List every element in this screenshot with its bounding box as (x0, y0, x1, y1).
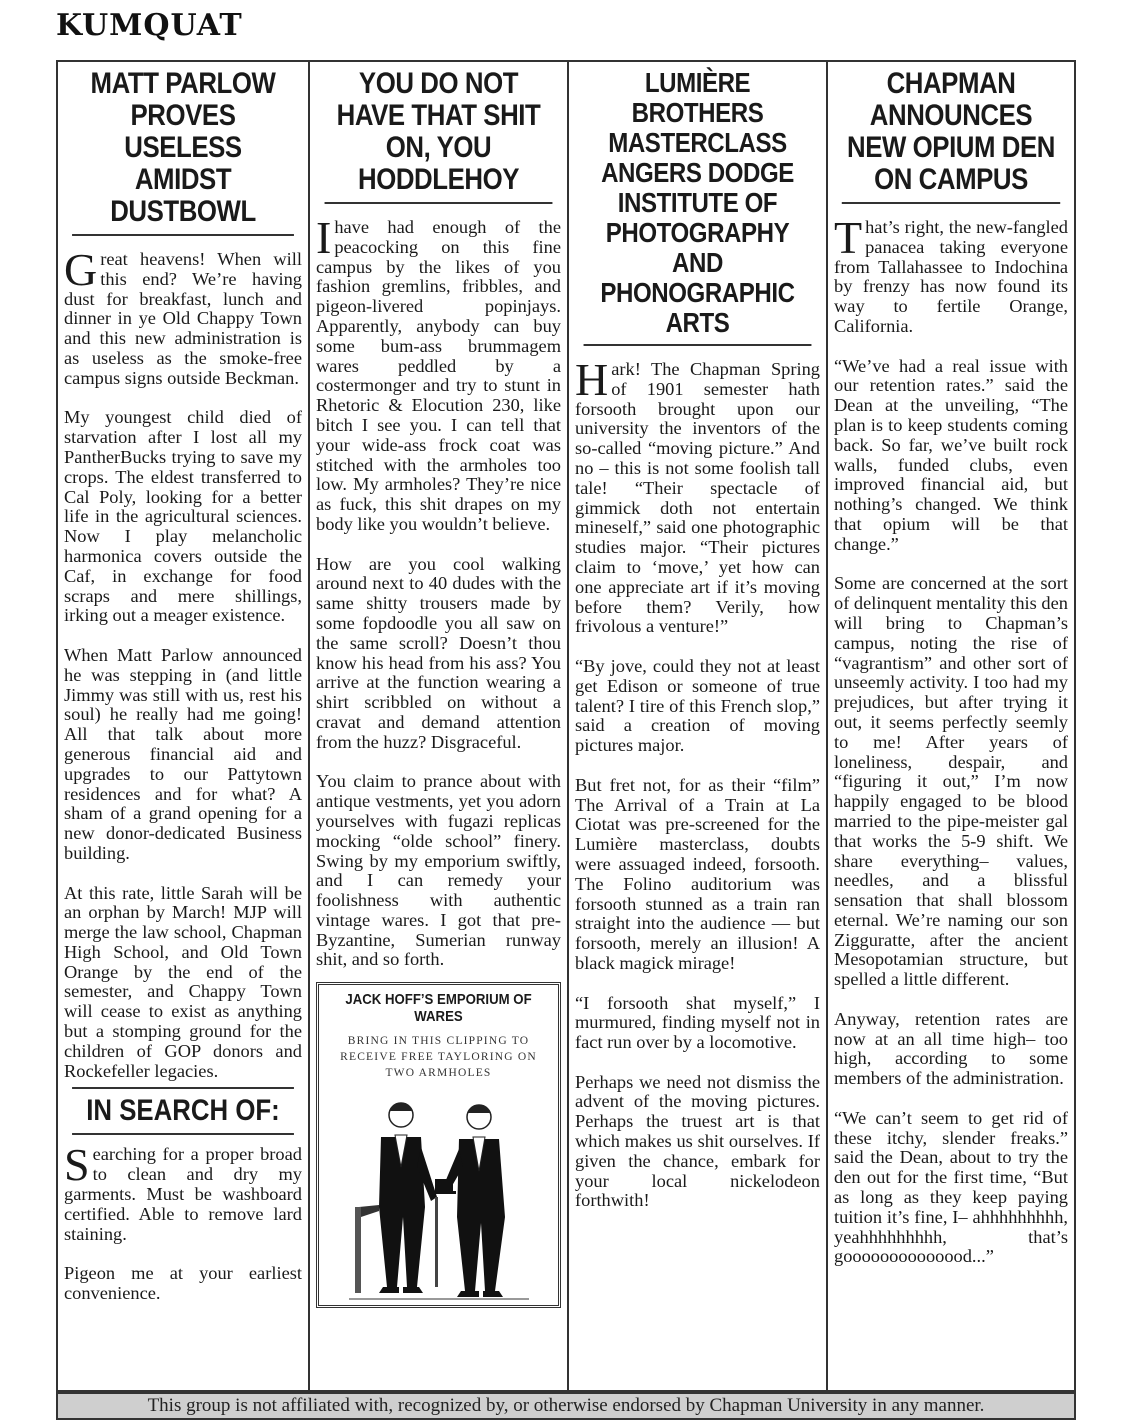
paragraph: Great heavens! When will this end? We’re having dust for breakfast, lunch and dinner in ye Old Chappy Town and this new administration is as useless as the smoke-free campus signs outside Beckman. (64, 244, 302, 388)
ad-subtitle: BRING IN THIS CLIPPING TO RECEIVE FREE TAYLORING ON TWO ARMHOLES (340, 1035, 537, 1080)
paragraph: But fret not, for as their “film” The Arrival of a Train at La Ciotat was pre-screened for the Lumière masterclass, doubts were assuaged indeed, forsooth. The Folino auditorium was forsooth stunned as a train ran straight into the audience — but forsooth, merely an illusion! A black magick mirage! (575, 774, 820, 973)
gentlemen-illustration (327, 1087, 550, 1324)
classified-heading: IN SEARCH OF: (72, 1087, 294, 1135)
paragraph: That’s right, the new-fangled panacea taking everyone from Tallahassee to Indochina by frenzy has now found its way to fertile Orange, California. (834, 212, 1068, 336)
paragraph: Ihave had enough of the peacocking on this fine campus by the likes of you fashion gremlins, fribbles, and pigeon-livered popinjays. Apparently, anybody can buy some bum-ass brummagem wares peddled by a costermonger and try to stunt in Rhetoric & Elocution 230, like bitch I see you. I can tell that your wide-ass frock coat was stitched with the armholes too low. My armholes? They’re nice as fuck, this shit drapes on my body like you wouldn’t believe. (316, 212, 561, 534)
paragraph: “We’ve had a real issue with our retention rates.” said the Dean at the unveiling, “The plan is to keep students coming back. So far, we’ve built rock walls, funded clubs, even improved financial aid, but nothing’s changed. We think that opium will be that change.” (834, 355, 1068, 554)
article-hoddlehoy (316, 212, 561, 970)
paragraph: “We can’t seem to get rid of these itchy, slender freaks.” said the Dean, about to try the den out for the first time, “But as long as they keep paying tuition it’s fine, I– ahhhhhhhhh, yeahhhhhhhhh, that’s goooooooooooood...” (834, 1107, 1068, 1267)
gentlemen-illustration-graphic (339, 1087, 539, 1319)
dropcap: G (64, 244, 98, 295)
paragraph: Searching for a proper broad to clean and dry my garments. Must be washboard certified. Able to remove lard staining. (64, 1139, 302, 1244)
column-1 (58, 62, 308, 1390)
masthead-title: KUMQUAT (56, 8, 243, 43)
paragraph: Anyway, retention rates are now at an all time high– too high, according to some members of the administration. (834, 1008, 1068, 1089)
emporium-ad (316, 982, 561, 1308)
article-lumiere (575, 354, 820, 1211)
column-4 (826, 62, 1074, 1390)
headline-parlow: MATT PARLOW PROVES USELESS AMIDST DUSTBOWL (72, 68, 294, 236)
paragraph: Hark! The Chapman Spring of 1901 semester hath forsooth brought upon our university the inventors of the so-called “moving picture.” And no – this is not some foolish tall tale! “Their spectacle of gimmick doth not entertain mineself,” said one photographic studies major. “Their pictures claim to ‘move,’ yet how can one appreciate art if it’s moving before them? Verily, how frivolous a venture!” (575, 354, 820, 637)
paragraph: When Matt Parlow announced he was stepping in (and little Jimmy was still with us, rest his soul) he really had me going! All that talk about more generous financial aid and upgrades to our Pattytown residences and for what? A sham of a grand opening for a new donor-dedicated Business building. (64, 644, 302, 863)
column-2 (308, 62, 567, 1390)
paragraph: You claim to prance about with antique vestments, yet you adorn yourselves with fugazi replicas mocking “olde school” finery. Swing by my emporium swiftly, and I can remedy your foolishness with authentic vintage wares. I got that pre-Byzantine, Sumerian runway shit, and so forth. (316, 771, 561, 970)
dropcap: H (575, 354, 609, 405)
paragraph: “I forsooth shat myself,” I murmured, finding myself not in fact run over by a locomotive. (575, 992, 820, 1053)
paragraph: “By jove, could they not at least get Edison or someone of true talent? I tire of this French slop,” said a creation of moving pictures major. (575, 655, 820, 756)
paragraph: Pigeon me at your earliest convenience. (64, 1263, 302, 1304)
paragraph: Perhaps we need not dismiss the advent of the moving pictures. Perhaps the truest art is that which makes us shit ourselves. If given the chance, embark for your local nickelodeon forthwith! (575, 1071, 820, 1211)
paragraph: Some are concerned at the sort of delinquent mentality this den will bring to Chapman’s campus, noting the rise of “vagrantism” and other sort of unseemly activity. I too had my prejudices, but after trying it out, it seems perfectly seemly to me! After years of loneliness, despair, and “figuring it out,” I’m now happily engaged to be blood married to the pipe-meister gal that works the 5-9 shift. We share everything– values, needles, and a blissful sensation that shall blossom eternal. We’re naming our son Zigguratte, after the ancient Mesopotamian structure, but spelled a little different. (834, 573, 1068, 990)
newspaper-frame (56, 60, 1076, 1392)
ad-title: JACK HOFF’S EMPORIUM OF WARES (345, 991, 532, 1026)
dropcap: I (316, 212, 332, 263)
headline-hoddlehoy: YOU DO NOT HAVE THAT SHIT ON, YOU HODDLEHOY (325, 68, 553, 204)
paragraph: At this rate, little Sarah will be an orphan by March! MJP will merge the law school, Chapman High School, and Old Town Orange by the end of the semester, and Chappy Town will cease to exist as anything but a stomping ground for the children of GOP donors and Rockefeller legacies. (64, 882, 302, 1081)
article-opium-den (834, 212, 1068, 1267)
paragraph: How are you cool walking around next to 40 dudes with the same shitty trousers made by some fopdoodle you all saw on the same scroll? Doesn’t thou know his head from his ass? You arrive at the function wearing a shirt scribbled on without a cravat and demand attention from the huzz? Disgraceful. (316, 553, 561, 752)
dropcap: T (834, 212, 863, 263)
headline-opium-den: CHAPMAN ANNOUNCES NEW OPIUM DEN ON CAMPUS (842, 68, 1060, 204)
classified-ad (64, 1139, 302, 1304)
dropcap: S (64, 1139, 90, 1191)
headline-lumiere: LUMIÈRE BROTHERS MASTERCLASS ANGERS DODGE INSTITUTE OF PHOTOGRAPHY AND PHONOGRAPHIC ARTS (584, 68, 812, 346)
column-3 (567, 62, 826, 1390)
paragraph: My youngest child died of starvation after I lost all my PantherBucks trying to save my crops. The eldest transferred to Cal Poly, looking for a better life in the agricultural sciences. Now I play melancholic harmonica covers outside the Caf, in exchange for food scraps and mere shillings, irking out a meager existence. (64, 407, 302, 626)
disclaimer-footer: This group is not affiliated with, recognized by, or otherwise endorsed by Chapman University in any manner. (56, 1392, 1076, 1420)
article-parlow (64, 244, 302, 1081)
